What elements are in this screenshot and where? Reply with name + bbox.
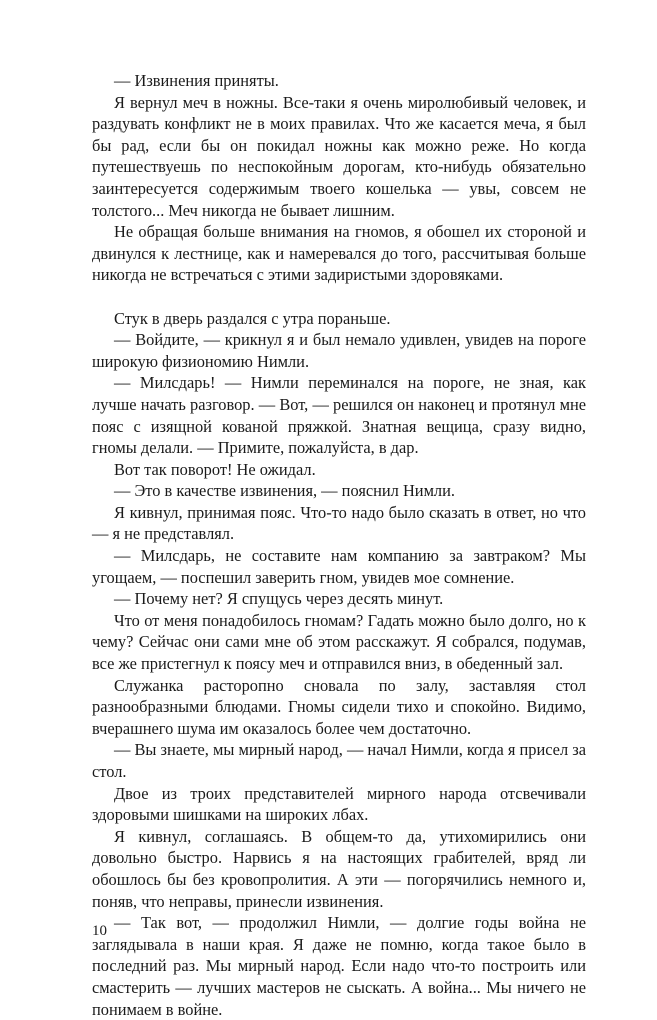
paragraph: Вот так поворот! Не ожидал. <box>114 459 316 479</box>
paragraph: — Вы знаете, мы мирный народ, — начал Нимли, когда я присел за стол. <box>92 740 586 781</box>
body-text <box>92 70 586 1020</box>
paragraph: Не обращая больше внимания на гномов, я обошел их стороной и двинулся к лестнице, как и намеревался до того, рассчитывая больше никогда не встречаться с этими задиристыми здоровяками. <box>92 222 586 285</box>
paragraph: — Милсдарь, не составите нам компанию за завтраком? Мы угощаем, — поспешил заверить гном, увидев мое сомнение. <box>92 546 586 587</box>
paragraph: Двое из троих представителей мирного народа отсвечивали здоровыми шишками на широких лбах. <box>92 783 586 825</box>
paragraph: Я кивнул, соглашаясь. В общем-то да, утихомирились они довольно быстро. Нарвись я на настоящих грабителей, вряд ли обошлось бы без кровопролития. А эти — погорячились немного и, поняв, что неправы, принесли извинения. <box>92 826 586 911</box>
paragraph: Стук в дверь раздался с утра пораньше. <box>114 308 391 328</box>
paragraph: Служанка расторопно сновала по залу, заставляя стол разнообразными блюдами. Гномы сидели тихо и спокойно. Видимо, вчерашнего шума им оказалось более чем достаточно. <box>92 675 586 738</box>
paragraph: Что от меня понадобилось гномам? Гадать можно было долго, но к чему? Сейчас они сами мне об этом расскажут. Я собрался, подумав, все же пристегнул к поясу меч и отправился вниз, в обеденный зал. <box>92 610 586 674</box>
paragraph: Я вернул меч в ножны. Все-таки я очень миролюбивый человек, и раздувать конфликт не в моих правилах. Что же касается меча, я был бы рад, если бы он покидал ножны как можно реже. Но когда путешествуешь по неспокойным дорогам, кто-нибудь обязательно заинтересуется содержимым твоего кошелька — увы, совсем не толстого... Меч никогда не бывает лишним. <box>92 92 586 220</box>
paragraph: — Почему нет? Я спущусь через десять минут. <box>114 589 444 609</box>
paragraph: — Так вот, — продолжил Нимли, — долгие годы война не заглядывала в наши края. Я даже не помню, когда такое было в последний раз. Мы мирный народ. Если надо что-то построить или смастерить — лучших мастеров не сыскать. А война... Мы ничего не понимаем в войне. <box>92 913 586 1019</box>
paragraph: — Войдите, — крикнул я и был немало удивлен, увидев на пороге широкую физиономию Нимли. <box>92 330 586 371</box>
paragraph: — Милсдарь! — Нимли переминался на пороге, не зная, как лучше начать разговор. — Вот, — решился он наконец и протянул мне пояс с изящной кованой пряжкой. Знатная вещица, сразу видно, гномы делали. — Примите, пожалуйста, в дар. <box>92 373 586 458</box>
paragraph: Я кивнул, принимая пояс. Что-то надо было сказать в ответ, но что — я не представлял. <box>92 502 586 544</box>
section-break <box>92 286 586 308</box>
page-number: 10 <box>92 923 107 939</box>
paragraph: — Это в качестве извинения, — пояснил Нимли. <box>114 481 455 501</box>
paragraph: — Извинения приняты. <box>114 71 279 90</box>
